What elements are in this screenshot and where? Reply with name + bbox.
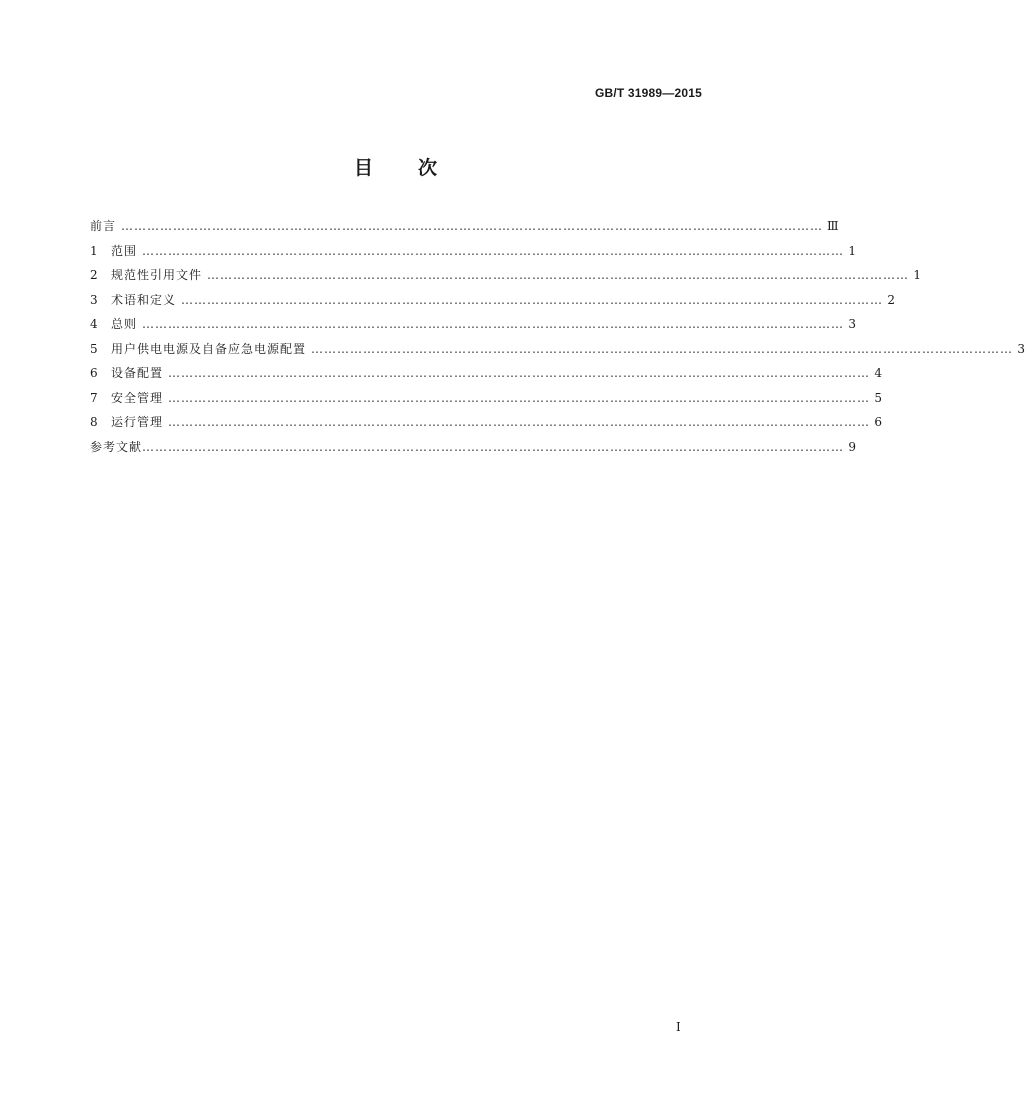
- page-number: I: [676, 1020, 681, 1034]
- toc-dot-leader: ………………………………………………………………………………………………………………………………………………: [181, 292, 884, 307]
- toc-entry-number: 1: [90, 243, 98, 258]
- toc-entry-normative-references[interactable]: [90, 267, 922, 292]
- toc-dot-leader: ………………………………………………………………………………………………………………………………………………: [142, 439, 845, 454]
- toc-entry-power-supply[interactable]: [90, 341, 1025, 366]
- toc-entry-safety[interactable]: [90, 390, 883, 415]
- toc-entry-page: 6: [874, 415, 883, 429]
- toc-entry-label: 用户供电电源及自备应急电源配置: [111, 341, 307, 356]
- toc-title: [0, 153, 792, 180]
- toc-entry-equipment[interactable]: [90, 365, 883, 390]
- toc-entry-page: 3: [848, 317, 857, 331]
- toc-entry-label: 范围: [111, 243, 138, 258]
- toc-entry-number: 3: [90, 292, 98, 307]
- toc-entry-number: 4: [90, 317, 98, 331]
- toc-entry-label: 安全管理: [111, 390, 164, 405]
- toc-entry-number: 5: [90, 341, 98, 356]
- toc-entry-label: 规范性引用文件: [111, 268, 203, 282]
- toc-dot-leader: ………………………………………………………………………………………………………………………………………………: [168, 390, 871, 405]
- toc-entry-page: Ⅲ: [827, 219, 839, 233]
- toc-dot-leader: ………………………………………………………………………………………………………………………………………………: [142, 243, 845, 258]
- toc-entry-page: 1: [848, 243, 857, 258]
- toc-title-right: 次: [418, 157, 439, 179]
- toc-entry-scope[interactable]: [90, 243, 857, 268]
- toc-title-left: 目: [353, 157, 374, 179]
- toc-entry-label: 前言: [90, 219, 117, 233]
- toc-entry-label: 术语和定义: [111, 292, 177, 307]
- toc-entry-page: 5: [874, 390, 883, 405]
- toc-entry-number: 8: [90, 415, 98, 429]
- toc-entry-bibliography[interactable]: [90, 439, 857, 464]
- toc-entry-foreword[interactable]: [90, 218, 839, 243]
- toc-entry-general[interactable]: [90, 316, 857, 341]
- toc-entry-operation[interactable]: [90, 414, 883, 439]
- toc-entry-page: 4: [874, 366, 883, 380]
- toc-entry-page: 9: [848, 439, 857, 454]
- toc-dot-leader: ………………………………………………………………………………………………………………………………………………: [142, 317, 845, 331]
- toc-entry-label: 运行管理: [111, 415, 164, 429]
- toc-entry-label: 设备配置: [111, 366, 164, 380]
- toc-entry-number: 2: [90, 268, 98, 282]
- toc-entry-page: 2: [887, 292, 896, 307]
- toc-entry-page: 1: [913, 268, 922, 282]
- toc-dot-leader: ………………………………………………………………………………………………………………………………………………: [121, 219, 824, 233]
- toc-entry-number: 7: [90, 390, 98, 405]
- toc-dot-leader: ………………………………………………………………………………………………………………………………………………: [207, 268, 910, 282]
- table-of-contents: [90, 218, 1025, 463]
- toc-entry-label: 总则: [111, 317, 138, 331]
- toc-entry-page: 3: [1017, 341, 1025, 356]
- toc-dot-leader: ………………………………………………………………………………………………………………………………………………: [168, 415, 871, 429]
- toc-dot-leader: ………………………………………………………………………………………………………………………………………………: [168, 366, 871, 380]
- toc-entry-number: 6: [90, 366, 98, 380]
- toc-dot-leader: ………………………………………………………………………………………………………………………………………………: [311, 341, 1014, 356]
- standard-number: GB/T 31989—2015: [594, 86, 702, 100]
- toc-entry-label: 参考文献: [90, 439, 143, 454]
- toc-entry-terms-definitions[interactable]: [90, 292, 896, 317]
